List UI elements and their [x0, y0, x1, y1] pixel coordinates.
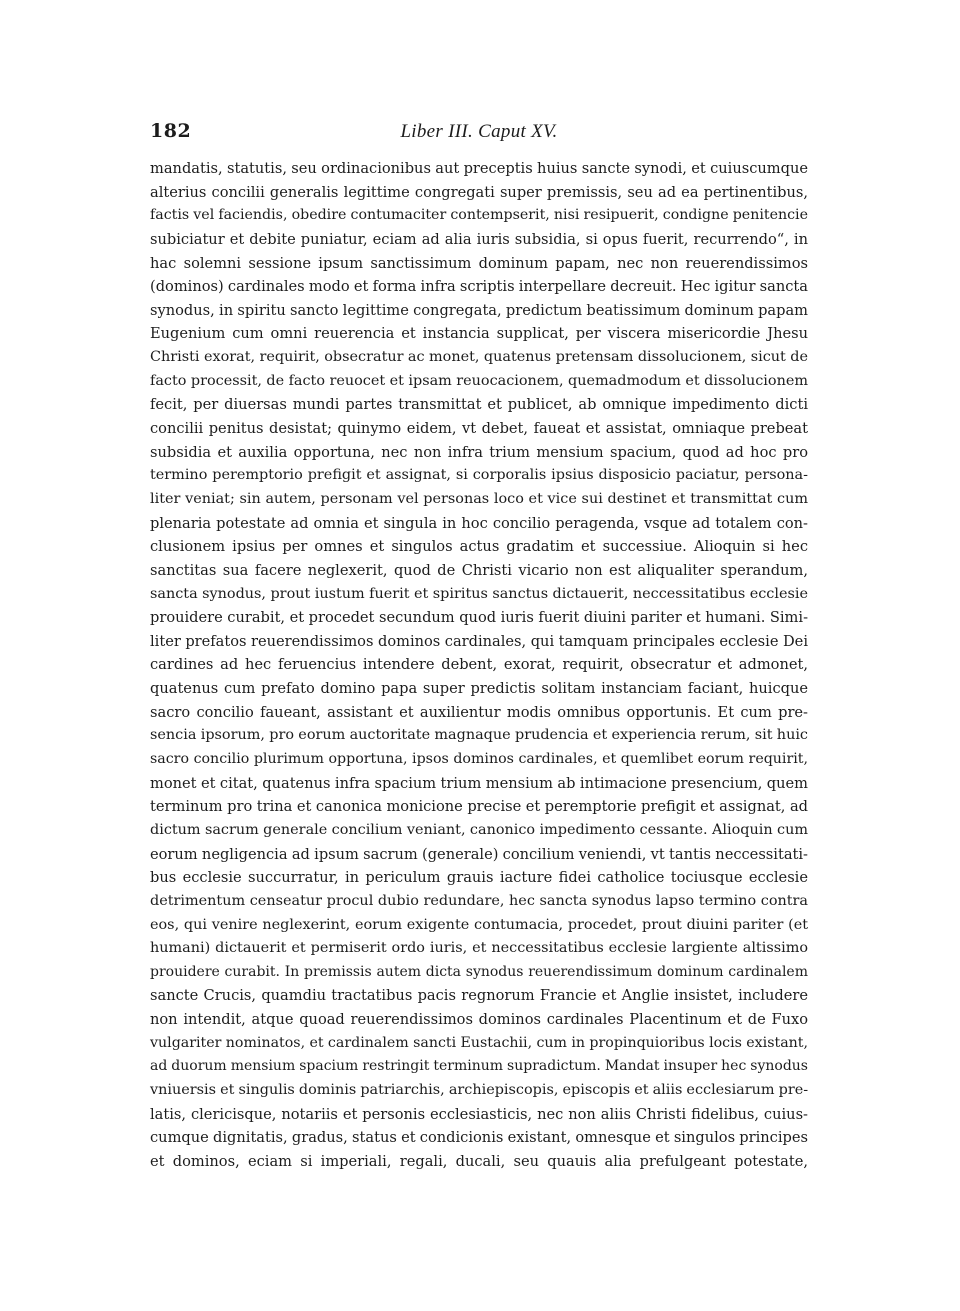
- text-line: alterius concilii generalis legittime congregati super premissis, seu ad ea pertinentibus,: [150, 183, 808, 201]
- text-line: quatenus cum prefato domino papa super predictis solitam instanciam faciant, huicque: [150, 680, 808, 698]
- text-line: vniuersis et singulis dominis patriarchis, archiepiscopis, episcopis et aliis ecclesiarum pre-: [150, 1081, 809, 1098]
- text-line: sanctitas sua facere neglexerit, quod de Christi vicario non est aliqualiter sperandum,: [150, 561, 808, 579]
- running-title: Liber III. Caput XV.: [400, 121, 558, 142]
- text-line: sancte Crucis, quamdiu tractatibus pacis regnorum Francie et Anglie insistet, includere: [150, 987, 808, 1005]
- text-line: subsidia et auxilia opportuna, nec non infra trium mensium spacium, quod ad hoc pro: [150, 443, 808, 461]
- text-line: mandatis, statutis, seu ordinacionibus aut preceptis huius sancte synodi, et cuiuscumque: [150, 160, 808, 177]
- text-line: liter veniat; sin autem, personam vel personas loco et vice sui destinet et transmittat cum: [150, 490, 808, 507]
- text-line: factis vel faciendis, obedire contumaciter contempserit, nisi resipuerit, condigne penitencie: [150, 207, 808, 224]
- text-line: dictum sacrum generale concilium veniant, canonico impedimento cessante. Alioquin cum: [150, 821, 808, 838]
- text-line: prouidere curabit. In premissis autem dicta synodus reuerendissimum dominum cardinalem: [150, 963, 808, 980]
- text-line: subiciatur et debite puniatur, eciam ad alia iuris subsidia, si opus fuerit, recurrendo“, in: [150, 230, 808, 248]
- page-number: 182: [150, 120, 192, 142]
- running-head: [150, 120, 808, 146]
- body-text: [150, 157, 808, 1174]
- text-line: monet et citat, quatenus infra spacium trium mensium ab intimacione presencium, quem: [150, 774, 808, 792]
- text-line: sacro concilio faueant, assistant et auxilientur modis omnibus opportunis. Et cum pre-: [150, 703, 808, 721]
- text-line: cardines ad hec feruencius intendere debent, exorat, requirit, obsecratur et admonet,: [150, 656, 808, 674]
- text-line: detrimentum censeatur procul dubio redundare, hec sancta synodus lapso termino contra: [150, 892, 808, 909]
- text-line: et dominos, eciam si imperiali, regali, ducali, seu quauis alia prefulgeant potestate,: [150, 1152, 808, 1170]
- text-line: synodus, in spiritu sancto legittime congregata, predictum beatissimum dominum papam: [150, 301, 808, 319]
- text-line: latis, clericisque, notariis et personis ecclesiasticis, nec non aliis Christi fidelibus, cuius-: [150, 1105, 808, 1123]
- text-line: bus ecclesie succurratur, in periculum grauis iacture fidei catholice tociusque ecclesie: [150, 869, 808, 887]
- text-line: eos, qui venire neglexerint, eorum exigente contumacia, procedet, prout diuini pariter (et: [150, 916, 808, 933]
- text-line: (dominos) cardinales modo et forma infra scriptis interpellare decreuit. Hec igitur sancta: [150, 278, 808, 296]
- text-line: concilii penitus desistat; quinymo eidem, vt debet, faueat et assistat, omniaque prebeat: [150, 420, 808, 438]
- text-line: sancta synodus, prout iustum fuerit et spiritus sanctus dictauerit, neccessitatibus ecclesie: [150, 585, 808, 602]
- text-line: ad duorum mensium spacium restringit terminum supradictum. Mandat insuper hec synodus: [150, 1058, 808, 1075]
- text-line: hac solemni sessione ipsum sanctissimum dominum papam, nec non reuerendissimos: [150, 254, 808, 272]
- text-line: clusionem ipsius per omnes et singulos actus gradatim et successiue. Alioquin si hec: [150, 538, 808, 556]
- text-line: sacro concilio plurimum opportuna, ipsos dominos cardinales, et quemlibet eorum requirit,: [150, 751, 808, 768]
- text-line: plenaria potestate ad omnia et singula in hoc concilio peragenda, vsque ad totalem con-: [150, 514, 808, 532]
- text-line: fecit, per diuersas mundi partes transmittat et publicet, ab omnique impedimento dicti: [150, 396, 808, 414]
- text-line: sencia ipsorum, pro eorum auctoritate magnaque prudencia et experiencia rerum, sit huic: [150, 727, 808, 744]
- text-line: vulgariter nominatos, et cardinalem sancti Eustachii, cum in propinquioribus locis existant,: [150, 1034, 808, 1051]
- text-line: non intendit, atque quoad reuerendissimos dominos cardinales Placentinum et de Fuxo: [150, 1011, 808, 1029]
- text-line: terminum pro trina et canonica monicione precise et peremptorie prefigit et assignat, ad: [150, 798, 808, 816]
- text-line: Eugenium cum omni reuerencia et instancia supplicat, per viscera misericordie Jhesu: [150, 325, 808, 343]
- text-line: prouidere curabit, et procedet secundum quod iuris fuerit diuini pariter et humani. Simi-: [150, 609, 808, 627]
- text-line: termino peremptorio prefigit et assignat, si corporalis ipsius disposicio paciatur, persona-: [150, 467, 808, 484]
- text-line: cumque dignitatis, gradus, status et condicionis existant, omnesque et singulos principes: [150, 1129, 808, 1147]
- text-line: eorum negligencia ad ipsum sacrum (generale) concilium veniendi, vt tantis neccessitati-: [150, 845, 808, 863]
- text-line: Christi exorat, requirit, obsecratur ac monet, quatenus pretensam dissolucionem, sicut de: [150, 349, 808, 366]
- text-line: liter prefatos reuerendissimos dominos cardinales, qui tamquam principales ecclesie Dei: [150, 632, 808, 650]
- text-line: facto processit, de facto reuocet et ipsam reuocacionem, quemadmodum et dissolucionem: [150, 372, 808, 389]
- text-line: humani) dictauerit et permiserit ordo iuris, et neccessitatibus ecclesie largiente altissimo: [150, 940, 808, 957]
